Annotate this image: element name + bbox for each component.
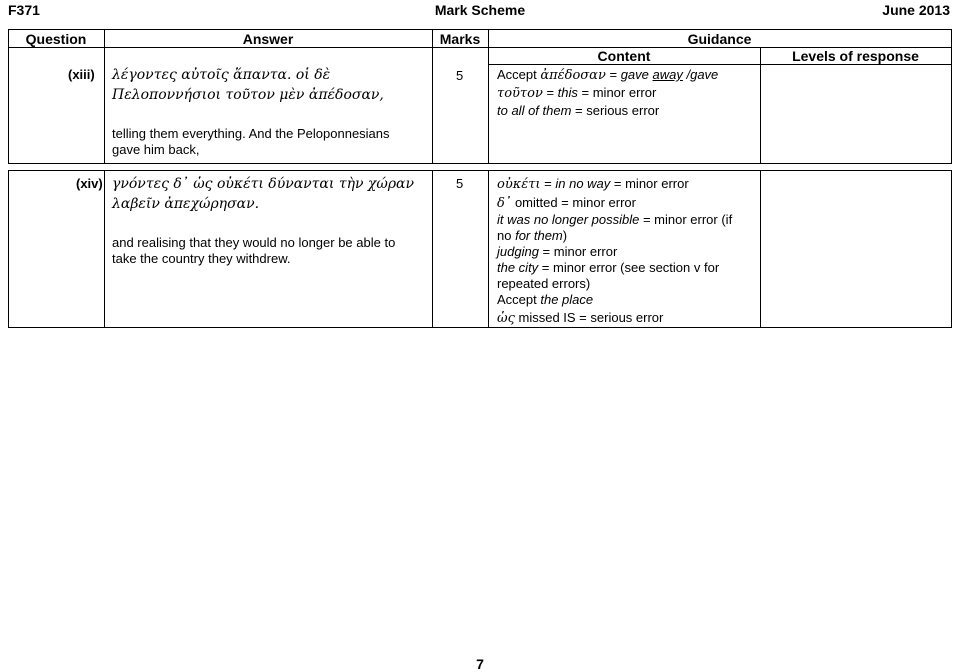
guidance-line: δ᾽ omitted = minor error bbox=[497, 195, 636, 211]
column-header-guidance: Guidance bbox=[687, 31, 752, 47]
column-border bbox=[8, 170, 9, 328]
guidance-line: ὡς missed IS = serious error bbox=[497, 310, 664, 326]
column-header-answer: Answer bbox=[242, 31, 294, 47]
column-header-content: Content bbox=[597, 48, 651, 64]
column-border bbox=[760, 47, 761, 164]
row-divider bbox=[8, 170, 952, 171]
translation-line: telling them everything. And the Peloponnesians bbox=[112, 126, 390, 141]
column-border bbox=[488, 170, 489, 328]
translation-line: take the country they withdrew. bbox=[112, 251, 291, 266]
guidance-line: repeated errors) bbox=[497, 276, 591, 291]
column-border bbox=[951, 29, 952, 164]
guidance-line: to all of them = serious error bbox=[497, 103, 660, 118]
column-header-levels: Levels of response bbox=[792, 48, 919, 64]
greek-text-line: γνόντες δ᾽ ὡς οὐκέτι δύνανται τὴν χώραν bbox=[112, 176, 415, 192]
column-border bbox=[951, 170, 952, 328]
document-date: June 2013 bbox=[882, 2, 950, 18]
column-header-question: Question bbox=[25, 31, 87, 47]
column-border bbox=[760, 170, 761, 328]
translation-line: and realising that they would no longer be able to bbox=[112, 235, 396, 250]
guidance-line: it was no longer possible = minor error (if bbox=[497, 212, 733, 227]
translation-line: gave him back, bbox=[112, 142, 200, 157]
column-border bbox=[8, 29, 9, 164]
guidance-line: Accept the place bbox=[497, 292, 594, 307]
guidance-line: τοῦτον = this = minor error bbox=[497, 85, 657, 101]
page-number: 7 bbox=[476, 656, 484, 672]
subheader-divider bbox=[488, 64, 952, 65]
guidance-line: οὐκέτι = in no way = minor error bbox=[497, 176, 689, 192]
question-number: (xiv) bbox=[76, 176, 103, 191]
table-top-border bbox=[8, 29, 952, 30]
column-border bbox=[432, 29, 433, 164]
guidance-line: no for them) bbox=[497, 228, 568, 243]
document-title: Mark Scheme bbox=[434, 2, 526, 18]
greek-text-line: λέγοντες αὐτοῖς ἅπαντα. οἱ δὲ bbox=[112, 67, 331, 83]
column-border bbox=[104, 170, 105, 328]
question-number: (xiii) bbox=[68, 67, 95, 82]
row-divider bbox=[8, 163, 952, 164]
marks-value: 5 bbox=[456, 68, 464, 83]
guidance-line: the city = minor error (see section v for bbox=[497, 260, 720, 275]
greek-text-line: λαβεῖν ἀπεχώρησαν. bbox=[112, 196, 260, 212]
table-bottom-border bbox=[8, 327, 952, 328]
column-border bbox=[104, 29, 105, 164]
column-header-marks: Marks bbox=[439, 31, 481, 47]
marks-value: 5 bbox=[456, 176, 464, 191]
document-code: F371 bbox=[8, 2, 40, 18]
guidance-line: Accept ἀπέδοσαν = gave away /gave bbox=[497, 67, 719, 83]
guidance-line: judging = minor error bbox=[497, 244, 618, 259]
greek-text-line: Πελοποννήσιοι τοῦτον μὲν ἀπέδοσαν, bbox=[112, 87, 384, 103]
column-border bbox=[432, 170, 433, 328]
